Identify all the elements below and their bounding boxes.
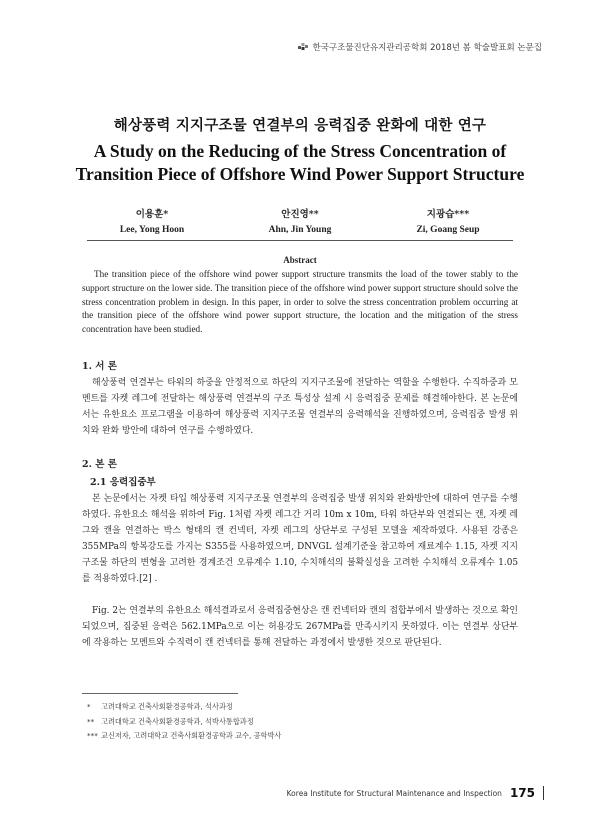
title-english-line2: Transition Piece of Offshore Wind Power Support Structure (75, 164, 525, 184)
journal-name: 한국구조물진단유지관리공학회 2018년 봄 학술발표회 논문집 (312, 43, 542, 53)
author (378, 206, 518, 235)
footnote: * 고려대학교 건축사회환경공학과, 석사과정 (87, 702, 233, 711)
title-korean: 해상풍력 지지구조물 연결부의 응력집중 완화에 대한 연구 (113, 117, 487, 134)
author-name-korean: 지광습*** (426, 209, 470, 220)
footer-divider (543, 786, 544, 800)
page-number: 175 (509, 786, 535, 800)
footnotes (87, 700, 281, 744)
abstract-heading: Abstract (283, 255, 317, 265)
author-name-english: Ahn, Jin Young (268, 225, 332, 235)
introduction-paragraph: 해상풍력 연결부는 타워의 하중을 안정적으로 하단의 지지구조물에 전달하는 역할을 수행한다. 수직하중과 모멘트를 자켓 레그에 전달하는 해상풍력 연결부의 구조 특성상 설계 시 응력집중 문제를 해결해야한다. 본 논문에서는 유한요소 프로그램을 이용하여 해상풍력 지지구조물 연결부의 응력해석을 진행하였으며, 응력집중 발생 위치와 완화 방안에 대하여 연구를 수행하였다. (82, 378, 518, 436)
footnote: *** 교신저자, 고려대학교 건축사회환경공학과 교수, 공학박사 (87, 731, 282, 740)
title-english (0, 140, 600, 186)
footnote: ** 고려대학교 건축사회환경공학과, 석박사통합과정 (87, 716, 254, 726)
abstract-body: The transition piece of the offshore wind power support structure transmits the load of the tower stably to the support structure on the lower side. The transition piece of the offshore wind power support structure should solve the stress concentration problem in design. In this paper, in order to solve the stress concentration problem occurring at the transition piece of the offshore wind power support structure, the location and the mitigation of the stress concentration have been studied. (82, 269, 518, 335)
section-heading-body: 2. 본 론 (82, 459, 117, 470)
author (230, 206, 370, 235)
footnote-divider (82, 693, 238, 694)
subsection-paragraph-2: Fig. 2는 연결부의 유한요소 해석결과로서 응력집중현상은 캔 컨넥터와 캔의 접합부에서 발생하는 것으로 확인되었으며, 집중된 응력은 562.1MPa으로 이는 허용강도 267MPa를 만족시키지 못하였다. 이는 연결부 상단부에 작용하는 모멘트와 수직력이 캔 컨넥터를 통해 전달하는 과정에서 발생한 것으로 판단된다. (82, 606, 518, 648)
author-name-english: Zi, Goang Seup (416, 225, 480, 235)
author-name-english: Lee, Yong Hoon (119, 225, 185, 235)
author-name-korean: 이용훈* (135, 209, 169, 220)
conference-logo-icon (298, 42, 308, 52)
author-divider (87, 240, 513, 241)
page-footer (287, 786, 544, 800)
subsection-paragraph-1: 본 논문에서는 자켓 타입 해상풍력 지지구조물 연결부의 응력집중 발생 위치와 완화방안에 대하여 연구를 수행하였다. 유한요소 해석을 위하여 Fig. 1처럼 자켓 레그간 거리 10m x 10m, 타워 하단부와 연결되는 캔, 자켓 레그와 캔을 연결하는 박스 형태의 캔 컨넥터, 자켓 레그의 상단부로 구성된 모델을 제작하였다. 사용된 강종은 355MPa의 항복강도를 가지는 S355를 사용하였으며, DNVGL 설계기준을 참고하여 재료계수 1.15, 자켓 지지구조물 하단의 변형을 고려한 경계조건 오류계수 1.10, 수치해석의 불확실성을 고려한 수치해석 오류계수 1.05를 적용하였다.[2] . (82, 494, 518, 584)
footer-institute: Korea Institute for Structural Maintenance and Inspection (286, 788, 502, 798)
author-list (82, 206, 518, 235)
author (82, 206, 222, 235)
running-header (298, 41, 542, 53)
title-english-line1: A Study on the Reducing of the Stress Concentration of (93, 141, 507, 161)
section-heading-introduction: 1. 서 론 (82, 361, 117, 372)
author-name-korean: 안진영** (281, 209, 319, 220)
subsection-heading-stress-concentration: 2.1 응력집중부 (90, 477, 156, 488)
